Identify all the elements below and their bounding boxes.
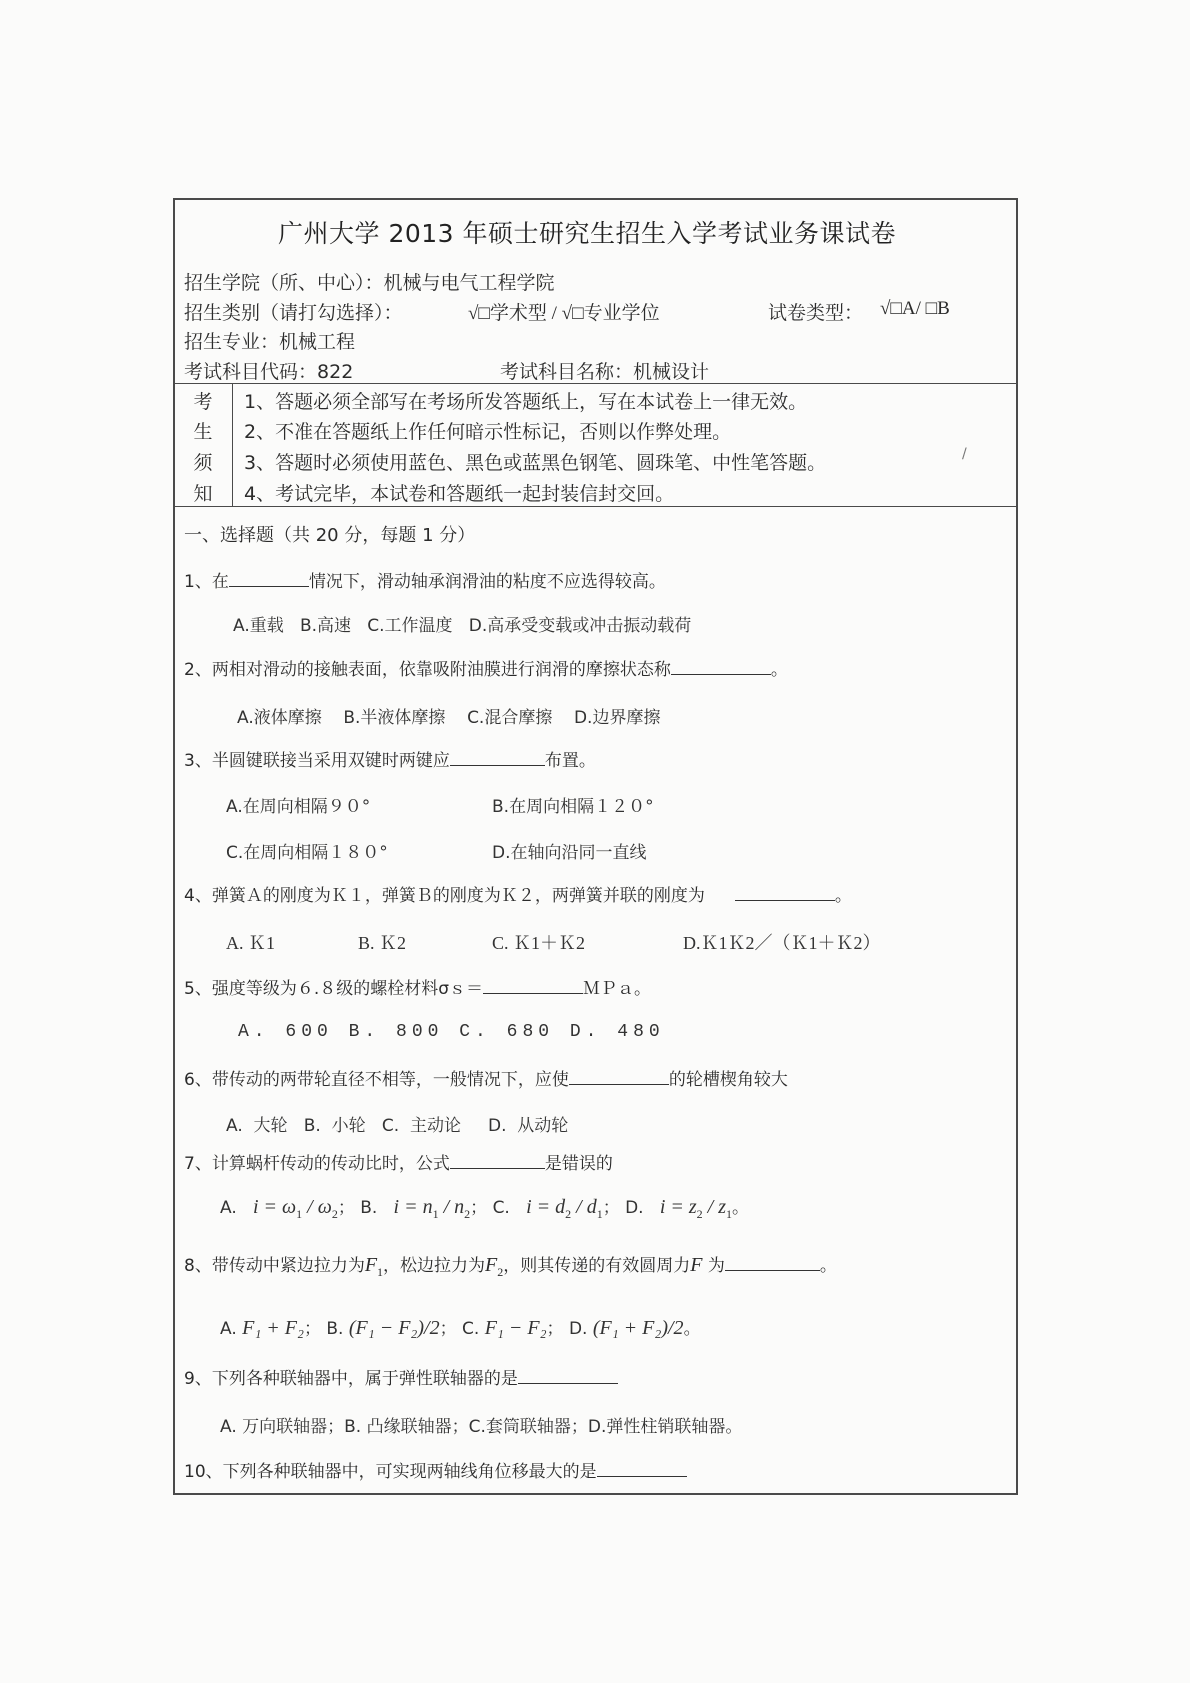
major-value: 机械工程 — [279, 331, 356, 353]
question-1-options — [233, 611, 691, 636]
question-2-options — [237, 703, 660, 728]
answer-blank[interactable] — [518, 1367, 618, 1384]
question-5: 5、强度等级为６.８级的螺栓材料σｓ＝ ＭＰａ。 — [184, 979, 651, 999]
question-6-options — [226, 1111, 568, 1136]
option-b: B.半液体摩擦 — [343, 708, 446, 728]
answer-blank[interactable] — [483, 977, 583, 994]
section-title: 一、选择题（共 20 分，每题 1 分） — [184, 525, 476, 546]
option-d: D.Ｋ1Ｋ2／（Ｋ1＋Ｋ2） — [683, 933, 881, 953]
option-a: A.在周向相隔９０° — [226, 797, 371, 817]
divider-notice — [173, 506, 1018, 507]
subject-name-row — [500, 357, 709, 384]
option-d: D. $i = z_2 / z_1$。 — [625, 1196, 750, 1221]
subject-code-row — [184, 357, 353, 384]
question-7: 7、计算蜗杆传动的传动比时，公式 是错误的 — [184, 1154, 613, 1174]
option-d: D. (F₁ + F₂)/2。 — [568, 1317, 701, 1339]
major-row — [184, 327, 355, 354]
divider-notice-side — [232, 383, 233, 506]
option-c: C. F₁ − F₂； — [462, 1317, 564, 1339]
college-value: 机械与电气工程学院 — [383, 272, 555, 294]
option-a: A. 600 — [238, 1022, 333, 1042]
subject-name-value: 机械设计 — [633, 361, 710, 383]
category-options[interactable]: √□学术型 / √□专业学位 — [468, 303, 660, 324]
option-d: D.在轴向沿同一直线 — [492, 843, 647, 863]
question-6: 6、带传动的两带轮直径不相等，一般情况下，应使 的轮槽楔角较大 — [184, 1070, 788, 1090]
question-8-options — [220, 1314, 701, 1340]
option-c: C.混合摩擦 — [467, 708, 553, 728]
notice-side-char: 生 — [193, 421, 213, 443]
notice-item: 3、答题时必须使用蓝色、黑色或蓝黑色钢笔、圆珠笔、中性笔答题。 — [244, 452, 827, 474]
notice-side-char: 考 — [193, 391, 213, 413]
option-a: A. $i = \omega_1 / \omega_2$； — [220, 1196, 355, 1221]
option-b: B. 800 — [348, 1022, 444, 1042]
option-d: D.边界摩擦 — [573, 708, 661, 728]
notice-item: 4、考试完毕，本试卷和答题纸一起封装信封交回。 — [244, 483, 675, 505]
notice-side-char: 知 — [193, 483, 213, 505]
option-d: D. 480 — [569, 1022, 665, 1042]
option-b: B. (F₁ − F₂)/2； — [326, 1317, 457, 1339]
option-b: B. $i = n_1 / n_2$； — [360, 1196, 488, 1221]
option-a: A. Ｋ1 — [226, 933, 275, 953]
option-a: A.重载 — [233, 616, 284, 636]
option-b: B. Ｋ2 — [358, 933, 407, 953]
answer-blank[interactable] — [569, 1068, 669, 1085]
answer-blank[interactable] — [735, 884, 835, 901]
stray-pen-mark: / — [962, 446, 967, 462]
option-d: D.高承受变载或冲击振动载荷 — [468, 616, 692, 636]
question-3: 3、半圆键联接当采用双键时两键应 布置。 — [184, 751, 596, 771]
option-d: D. 从动轮 — [487, 1116, 569, 1136]
college-row — [184, 268, 555, 295]
subject-code-label: 考试科目代码： — [184, 361, 318, 383]
option-c: C.在周向相隔１８０° — [226, 843, 388, 863]
answer-blank[interactable] — [725, 1254, 820, 1271]
option-c: C. Ｋ1＋Ｋ2 — [492, 933, 586, 953]
option-b: B.在周向相隔１２０° — [492, 797, 654, 817]
option-c: C. 主动论 — [381, 1116, 461, 1136]
option-b: B. 小轮 — [303, 1116, 366, 1136]
answer-blank[interactable] — [597, 1460, 687, 1477]
question-2: 2、两相对滑动的接触表面，依靠吸附油膜进行润滑的摩擦状态称 。 — [184, 660, 788, 680]
question-7-options — [220, 1193, 749, 1222]
option-b: B.高速 — [299, 616, 352, 636]
answer-blank[interactable] — [450, 749, 545, 766]
notice-item: 1、答题必须全部写在考场所发答题纸上，写在本试卷上一律无效。 — [244, 391, 808, 413]
question-10: 10、下列各种联轴器中，可实现两轴线角位移最大的是 — [184, 1457, 687, 1482]
paper-type-options[interactable]: √□A/ □B — [880, 298, 950, 319]
question-5-options — [238, 1022, 665, 1042]
option-c: C.工作温度 — [367, 616, 453, 636]
subject-code-value: 822 — [317, 361, 354, 383]
question-4: 4、弹簧Ａ的刚度为Ｋ１，弹簧Ｂ的刚度为Ｋ２，两弹簧并联的刚度为 。 — [184, 886, 852, 906]
option-c: C. 680 — [459, 1022, 555, 1042]
question-1: 1、在 情况下，滑动轴承润滑油的粘度不应选得较高。 — [184, 572, 666, 592]
category-row — [184, 298, 403, 325]
option-c: C. $i = d_2 / d_1$； — [492, 1196, 620, 1221]
category-label: 招生类别（请打勾选择）： — [184, 302, 403, 324]
answer-blank[interactable] — [450, 1152, 545, 1169]
question-9-options: A. 万向联轴器；B. 凸缘联轴器；C.套筒联轴器；D.弹性柱销联轴器。 — [220, 1417, 743, 1437]
paper-type-label: 试卷类型： — [768, 302, 864, 324]
answer-blank[interactable] — [671, 658, 771, 675]
notice-item: 2、不准在答题纸上作任何暗示性标记，否则以作弊处理。 — [244, 421, 732, 443]
exam-title: 广州大学 2013 年硕士研究生招生入学考试业务课试卷 — [278, 219, 897, 248]
answer-blank[interactable] — [229, 570, 309, 587]
major-label: 招生专业： — [184, 331, 280, 353]
option-a: A. F₁ + F₂； — [220, 1317, 321, 1339]
college-label: 招生学院（所、中心）： — [184, 272, 384, 294]
option-a: A. 大轮 — [226, 1116, 288, 1136]
question-9: 9、下列各种联轴器中，属于弹性联轴器的是 — [184, 1364, 618, 1389]
question-8: 8、带传动中紧边拉力为$F_1$，松边拉力为$F_2$，则其传递的有效圆周力F 为 。 — [184, 1254, 837, 1279]
option-a: A.液体摩擦 — [237, 708, 322, 728]
subject-name-label: 考试科目名称： — [500, 361, 634, 383]
notice-side-char: 须 — [193, 452, 213, 474]
